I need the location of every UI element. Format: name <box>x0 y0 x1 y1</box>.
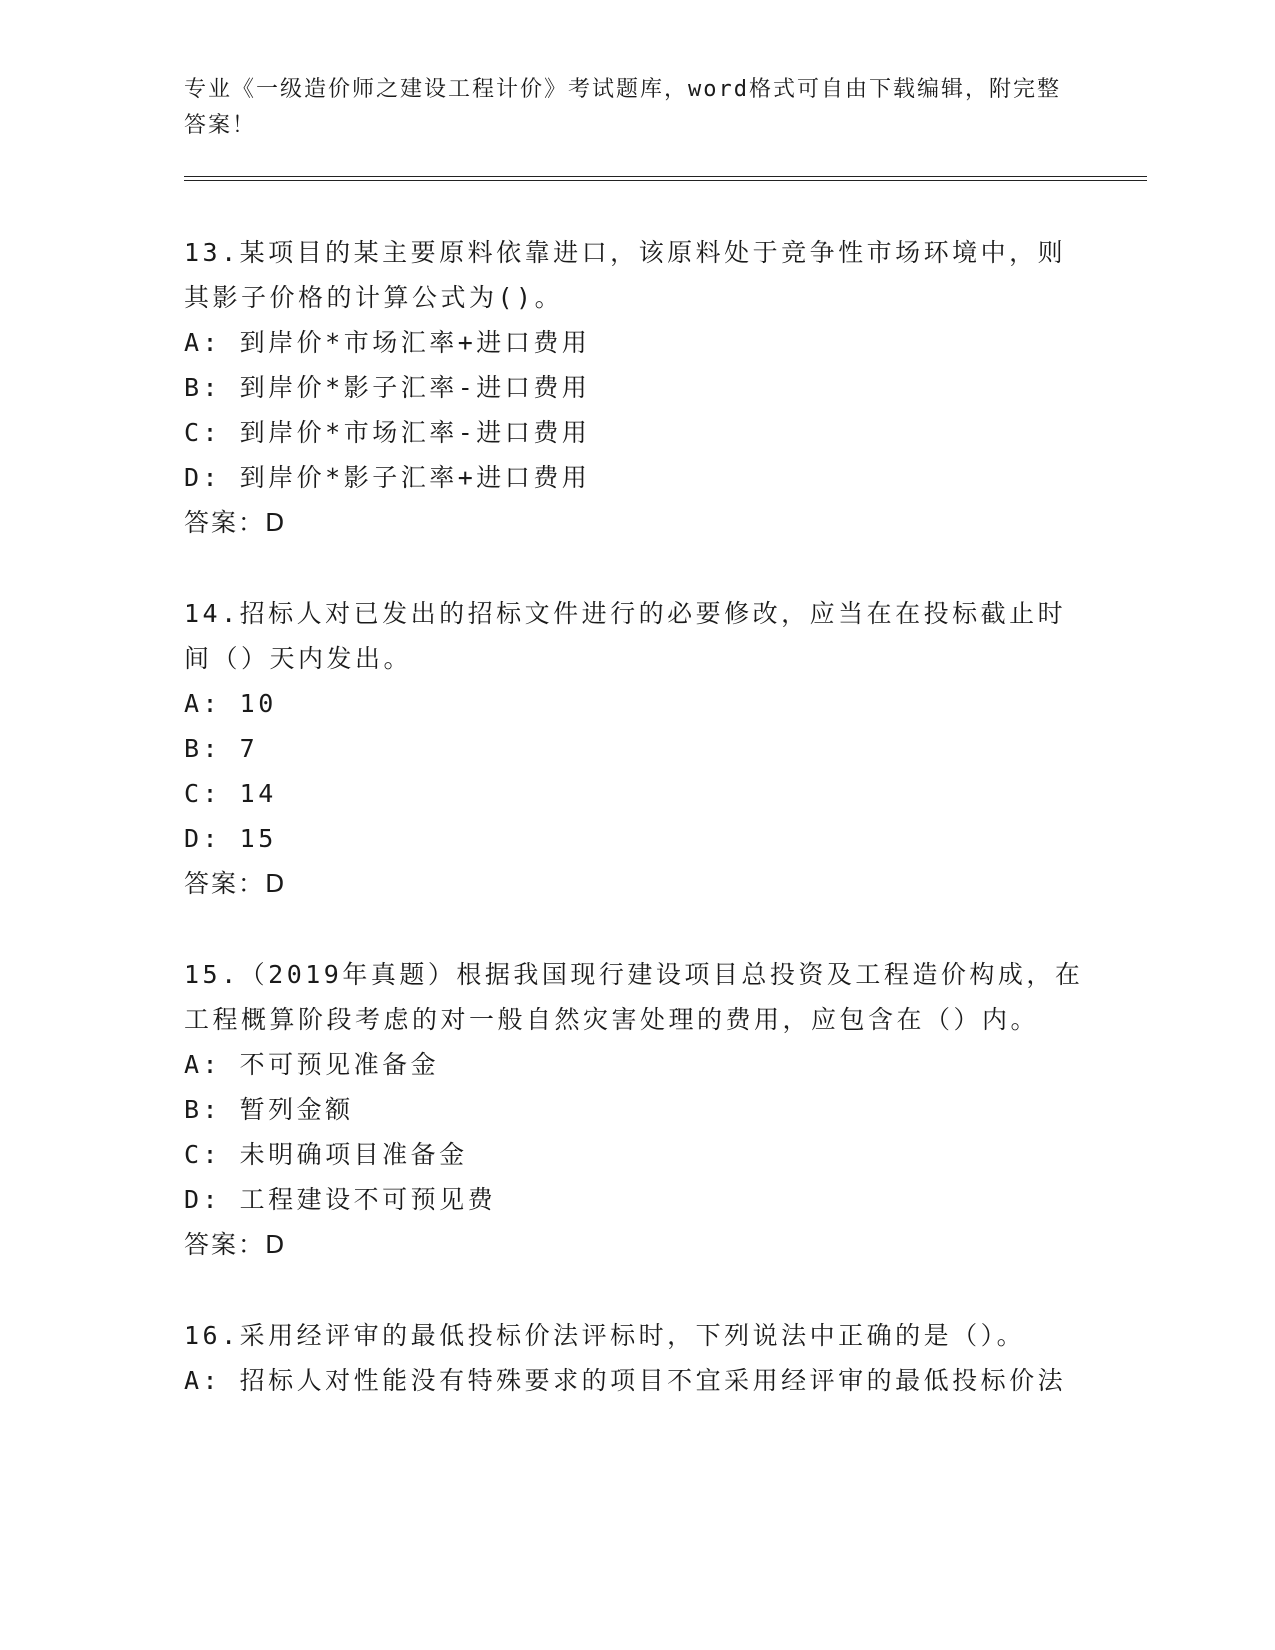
answer-label: 答案：D <box>184 508 287 537</box>
option-b: B: 7 <box>184 734 259 763</box>
document-header: 专业《一级造价师之建设工程计价》考试题库，word格式可自由下载编辑，附完整答案！ <box>184 77 1061 138</box>
option-a: A: 不可预见准备金 <box>184 1050 440 1079</box>
question-text: 15.（2019年真题）根据我国现行建设项目总投资及工程造价构成，在工程概算阶段考虑的对一般自然灾害处理的费用，应包含在（）内。 <box>184 960 1084 1034</box>
answer-label: 答案：D <box>184 1230 287 1259</box>
option-b: B: 到岸价*影子汇率-进口费用 <box>184 373 591 402</box>
header-divider <box>184 176 1147 181</box>
option-b: B: 暂列金额 <box>184 1095 354 1124</box>
question-14 <box>184 591 1084 906</box>
option-a: A: 到岸价*市场汇率+进口费用 <box>184 328 591 357</box>
question-16 <box>184 1313 1084 1403</box>
option-d: D: 到岸价*影子汇率+进口费用 <box>184 463 591 492</box>
question-text: 14.招标人对已发出的招标文件进行的必要修改，应当在在投标截止时间（）天内发出。 <box>184 599 1067 673</box>
option-c: C: 到岸价*市场汇率-进口费用 <box>184 418 591 447</box>
question-text: 13.某项目的某主要原料依靠进口，该原料处于竞争性市场环境中，则其影子价格的计算公式为()。 <box>184 238 1067 312</box>
question-15 <box>184 952 1084 1267</box>
option-c: C: 未明确项目准备金 <box>184 1140 468 1169</box>
answer-label: 答案：D <box>184 869 287 898</box>
option-d: D: 工程建设不可预见费 <box>184 1185 497 1214</box>
option-d: D: 15 <box>184 824 277 853</box>
option-a: A: 招标人对性能没有特殊要求的项目不宜采用经评审的最低投标价法 <box>184 1366 1067 1395</box>
question-list <box>184 230 1084 1449</box>
question-13 <box>184 230 1084 545</box>
option-a: A: 10 <box>184 689 277 718</box>
option-c: C: 14 <box>184 779 277 808</box>
question-text: 16.采用经评审的最低投标价法评标时，下列说法中正确的是（）。 <box>184 1321 1026 1350</box>
